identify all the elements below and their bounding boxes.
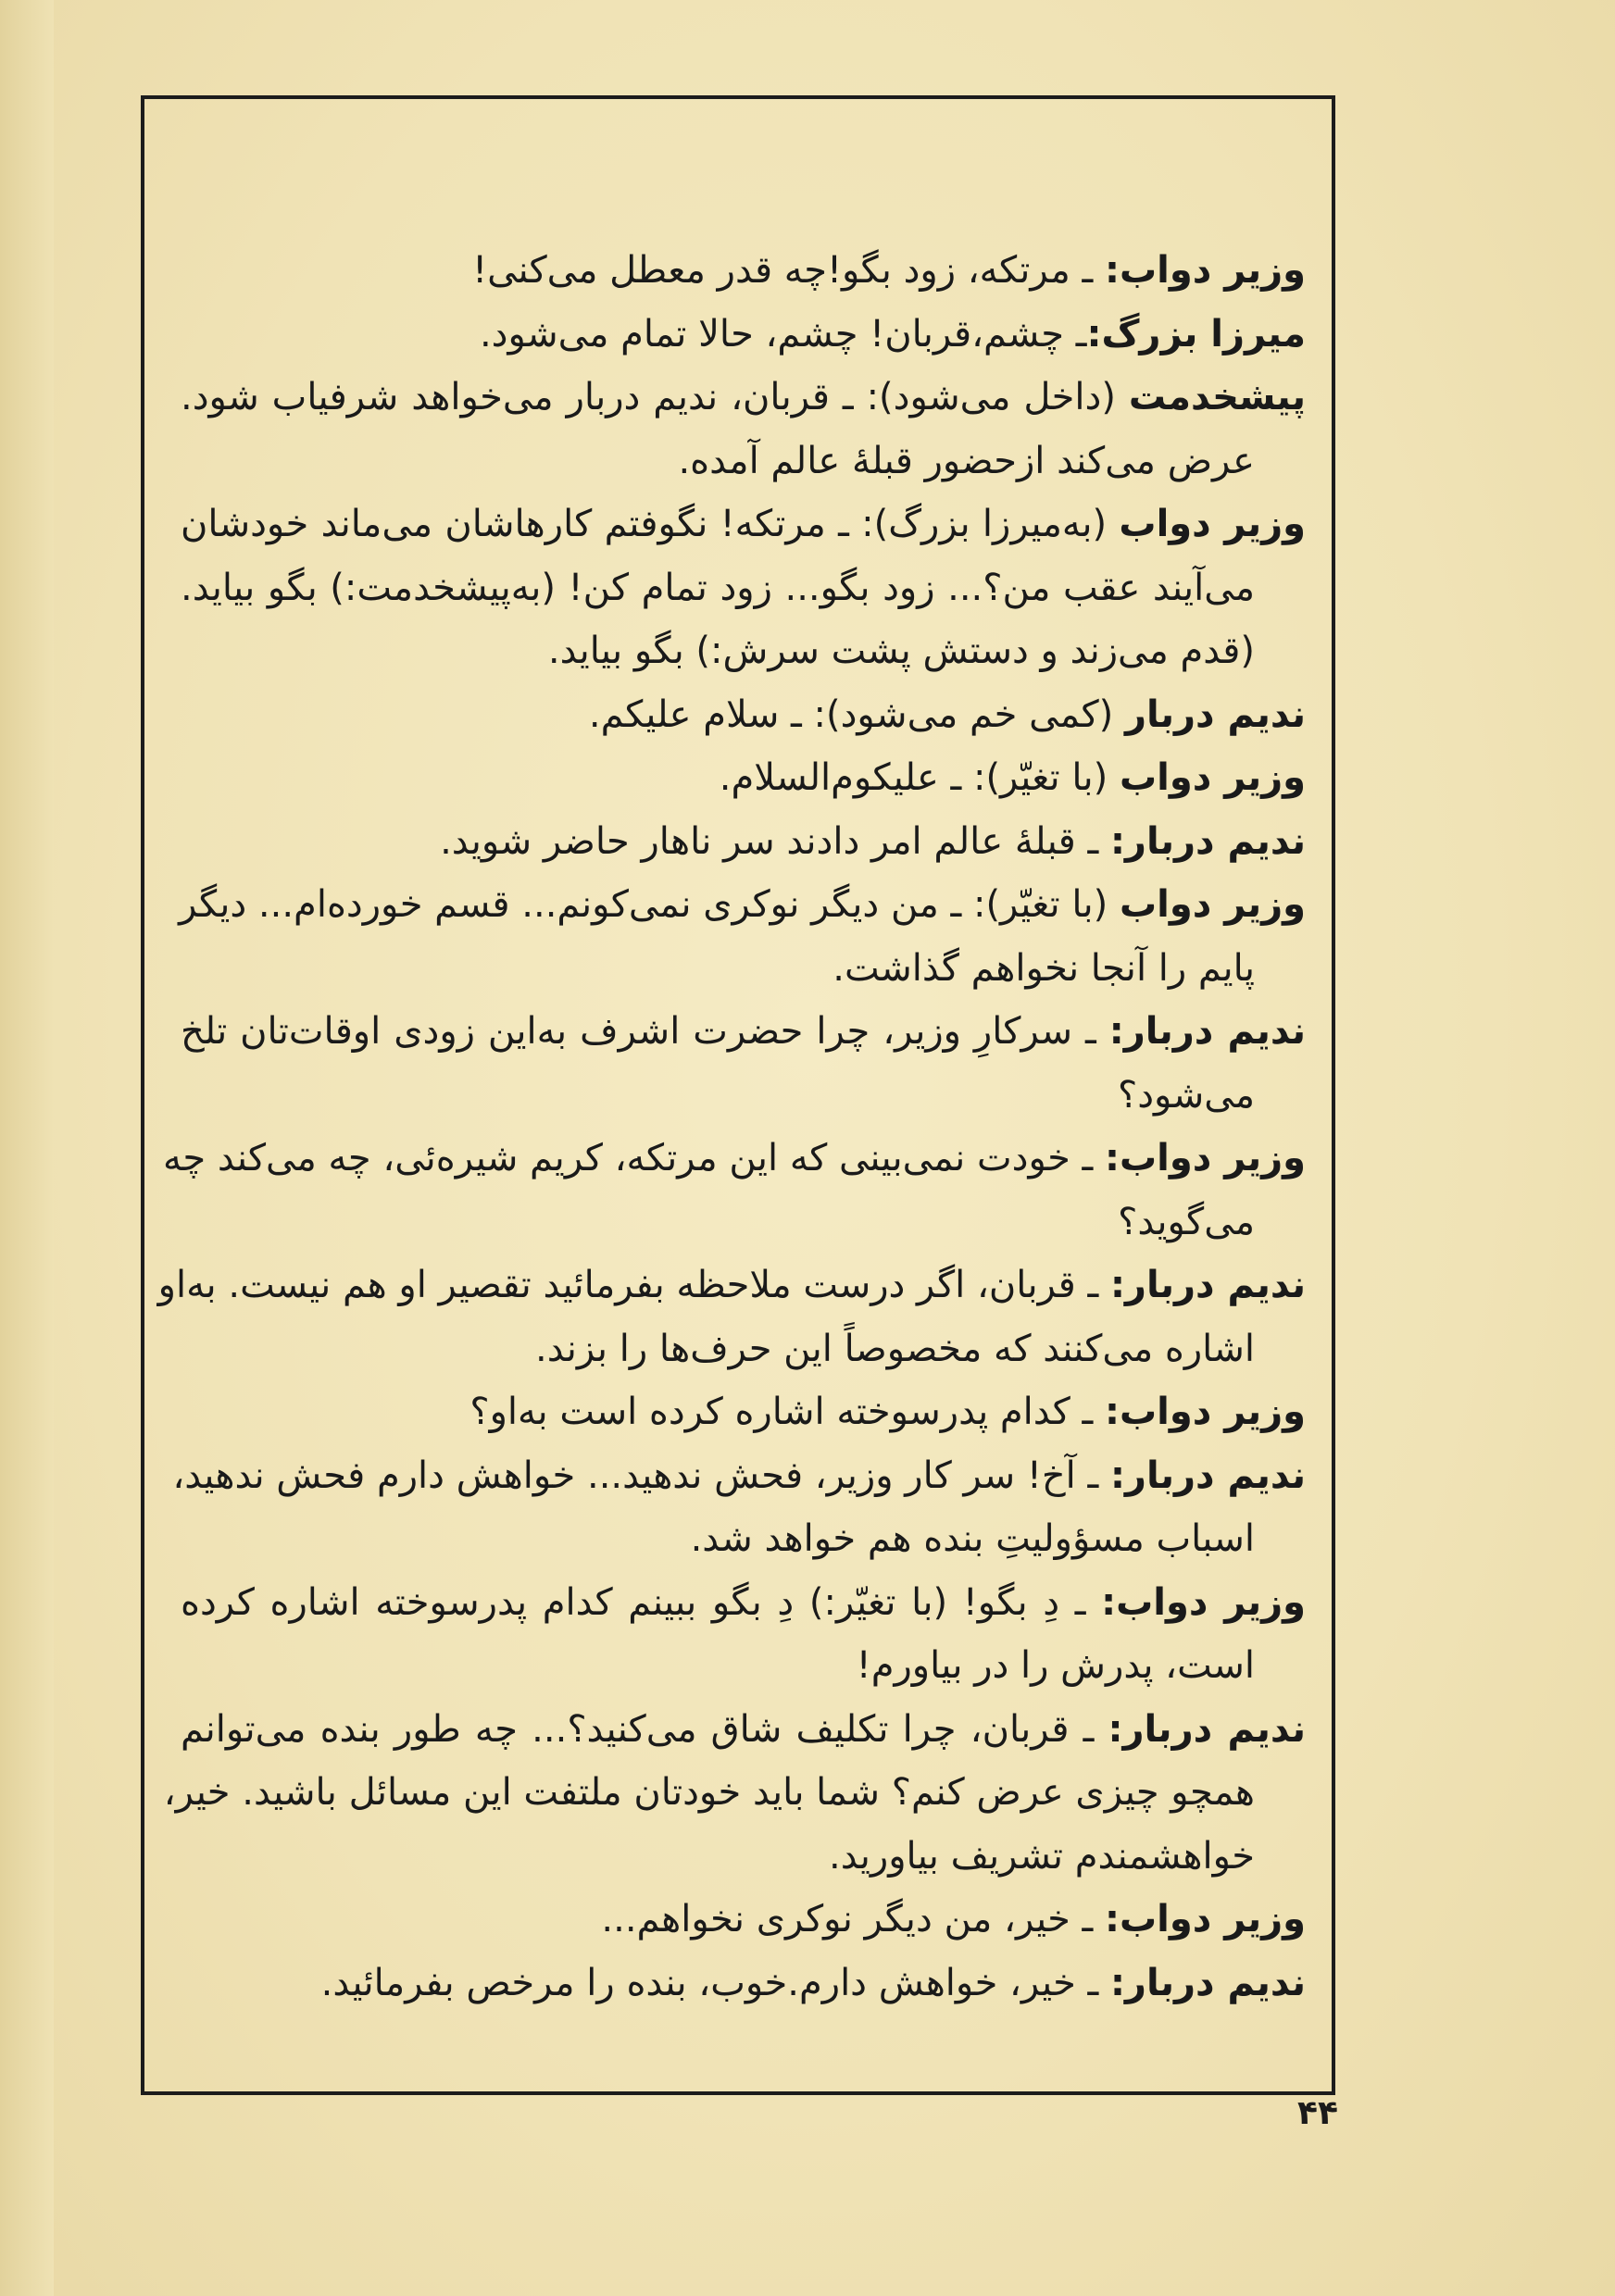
speaker-name: میرزا بزرگ: [1086,312,1306,356]
speaker-name: ندیم دربار: [1109,1264,1306,1306]
dialogue-continuation-line [181,1064,1306,1128]
dialogue-continuation-line [163,1761,1306,1825]
dialogue-text-block [157,239,1307,2015]
speaker-name: وزیر دواب [1119,883,1306,926]
dialogue-line [181,1571,1306,1635]
dialogue-text: همچو چیزی عرض کنم؟ شما باید خودتان ملتفت این مسائل باشید. خیر، [163,1771,1255,1814]
speaker-name: وزیر دواب [1119,756,1306,799]
dialogue-line [181,683,1306,747]
dialogue-text: (با تغیّر): ـ من دیگر نوکری نمی‌کونم... قسم خورده‌ام... دیگر [179,883,1120,926]
speaker-name: وزیر دواب: [1104,1898,1306,1940]
dialogue-text: (قدم می‌زند و دستش پشت سرش:) بگو بیاید. [547,630,1255,672]
speaker-name: وزیر دواب: [1104,1137,1306,1179]
dialogue-text: (داخل می‌شود): ـ قربان، ندیم دربار می‌خواهد شرفیاب شود. [181,376,1129,418]
dialogue-line [181,1380,1306,1444]
dialogue-continuation-line [181,556,1306,620]
dialogue-continuation-line [181,430,1306,493]
dialogue-text: می‌آیند عقب من؟... زود بگو... زود تمام کن! (به‌پیشخدمت:) بگو بیاید. [181,566,1255,609]
dialogue-continuation-line [181,1317,1306,1381]
dialogue-text: ـ آخ! سر کار وزیر، فحش ندهید... خواهش دارم فحش ندهید، [172,1454,1110,1497]
dialogue-text: عرض می‌کند ازحضور قبلهٔ عالم آمده. [678,439,1255,482]
dialogue-text: اسباب مسؤولیتِ بنده هم خواهد شد. [690,1517,1255,1560]
speaker-name: ندیم دربار: [1109,1961,1306,2004]
speaker-name: ندیم دربار: [1109,819,1306,863]
speaker-name: وزیر دواب: [1104,249,1306,292]
dialogue-line [181,493,1306,556]
dialogue-line [172,1444,1306,1508]
dialogue-text: ـ قربان، چرا تکلیف شاق می‌کنید؟... چه طور بنده می‌توانم [181,1707,1108,1751]
dialogue-line [181,239,1306,303]
speaker-name: وزیر دواب [1119,503,1307,545]
dialogue-line [181,366,1306,430]
dialogue-text: ـ دِ بگو! (با تغیّر:) دِ بگو ببینم کدام پدرسوخته اشاره کرده [181,1580,1102,1624]
speaker-name: ندیم دربار: [1108,1707,1306,1751]
dialogue-text: (به‌میرزا بزرگ): ـ مرتکه! نگوفتم کارهاشان می‌ماند خودشان [181,503,1120,545]
dialogue-line [181,1952,1306,2015]
speaker-name: وزیر دواب: [1104,1391,1306,1433]
speaker-name: ندیم دربار: [1108,1010,1306,1053]
dialogue-text: ـ خیر، خواهش دارم.خوب، بنده را مرخص بفرمائید. [320,1961,1110,2004]
dialogue-continuation-line [181,1191,1306,1254]
dialogue-continuation-line [181,937,1306,1001]
dialogue-text: ـ خیر، من دیگر نوکری نخواهم... [601,1898,1105,1940]
dialogue-line [181,746,1306,810]
dialogue-text: ـ چشم،قربان! چشم، حالا تمام می‌شود. [479,312,1087,356]
dialogue-line [181,1888,1306,1952]
dialogue-line [157,1254,1306,1317]
dialogue-continuation-line [181,1825,1306,1889]
dialogue-text: ـ خودت نمی‌بینی که این مرتکه، کریم شیره‌ئی، چه می‌کند چه [162,1137,1105,1179]
dialogue-text: ـ مرتکه، زود بگو!چه قدر معطل می‌کنی! [472,249,1105,292]
dialogue-line [181,873,1306,937]
dialogue-text: اشاره می‌کنند که مخصوصاً این حرف‌ها را بزند. [535,1327,1255,1370]
dialogue-text: ـ قبلهٔ عالم امر دادند سر ناهار حاضر شوید. [440,819,1110,863]
dialogue-line [181,303,1306,367]
dialogue-text: ـ سرکارِ وزیر، چرا حضرت اشرف به‌این زودی اوقات‌تان تلخ [181,1010,1109,1053]
dialogue-text: می‌گوید؟ [1118,1200,1255,1243]
dialogue-continuation-line [181,619,1306,683]
dialogue-text: (با تغیّر): ـ علیکوم‌السلام. [719,756,1120,799]
dialogue-text: خواهشمندم تشریف بیاورید. [829,1834,1255,1878]
dialogue-text: می‌شود؟ [1118,1073,1255,1117]
dialogue-text: ـ قربان، اگر درست ملاحظه بفرمائید تقصیر او هم نیست. به‌او [157,1264,1110,1306]
dialogue-continuation-line [181,1634,1306,1698]
speaker-name: ندیم دربار [1124,693,1306,736]
dialogue-continuation-line [181,1507,1306,1571]
dialogue-text: ـ کدام پدرسوخته اشاره کرده است به‌او؟ [469,1391,1105,1433]
dialogue-text: پایم را آنجا نخواهم گذاشت. [833,946,1255,990]
dialogue-line [181,1000,1306,1064]
dialogue-text: (کمی خم می‌شود): ـ سلام علیکم. [588,693,1125,736]
dialogue-text: است، پدرش را در بیاورم! [856,1644,1255,1687]
dialogue-line [162,1127,1306,1191]
speaker-name: ندیم دربار: [1109,1454,1306,1497]
speaker-name: وزیر دواب: [1101,1580,1307,1624]
speaker-name: پیشخدمت [1128,376,1306,418]
dialogue-line [181,810,1306,874]
dialogue-line [181,1698,1306,1762]
page-number: ۴۴ [1297,2094,1338,2132]
paper-edge [0,0,54,2296]
